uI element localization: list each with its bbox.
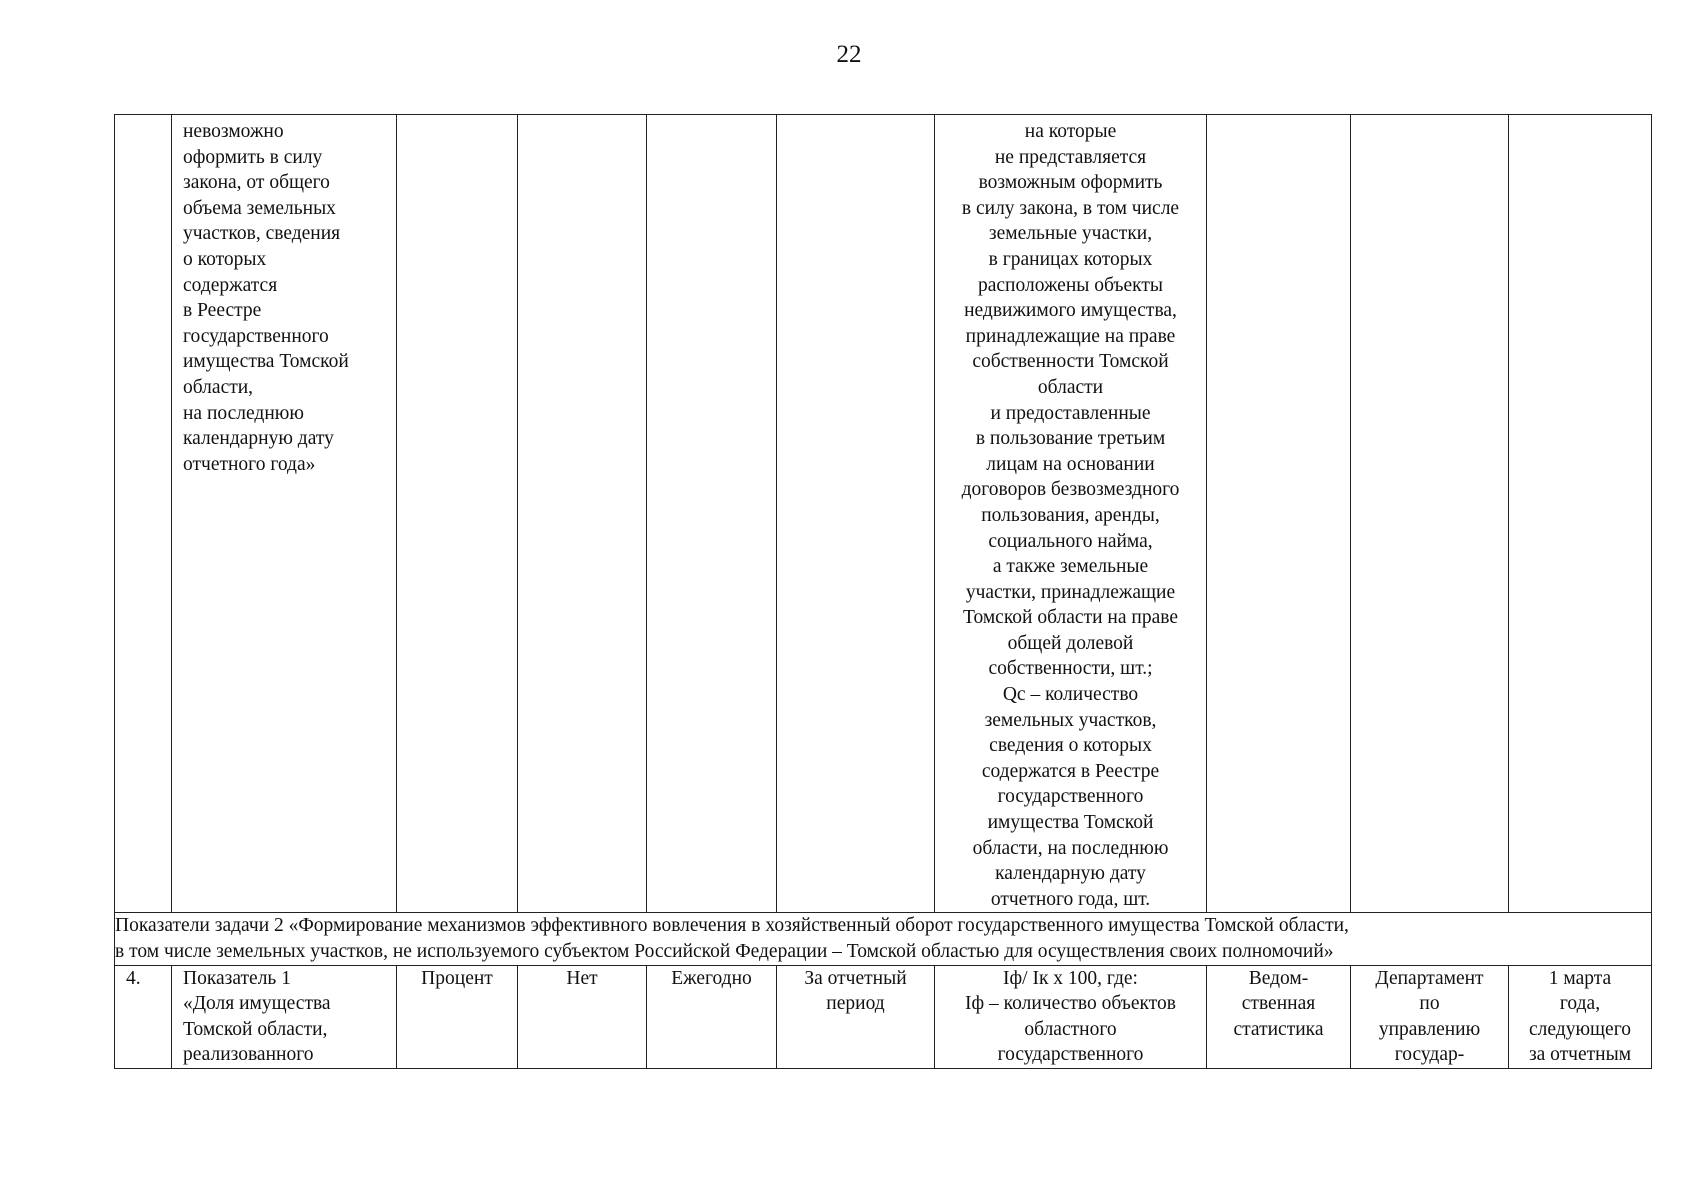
cell-periodicity [647, 115, 777, 913]
formula-text: на которые не представляется возможным оформить в силу закона, в том числе земельные участки, в границах которых расположены объекты недвижимого имущества, принадлежащие на праве собственности Томской области и предоставленные в пользование третьим лицам на основании договоров безвозмездного пользования, аренды, социального найма, а также земельные участки, принадлежащие Томской области на праве общей долевой собственности, шт.; Qс – количество земельных участков, сведения о которых содержатся в Реестре государственного имущества Томской области, на последнюю календарную дату отчетного года, шт. [961, 121, 1180, 910]
row-formula: Iф/ Iк х 100, где: Iф – количество объектов областного государственного [935, 965, 1207, 1068]
cell-number [115, 115, 172, 913]
row-indicator: Показатель 1 «Доля имущества Томской области, реализованного [172, 965, 397, 1068]
table-row [115, 965, 1652, 1068]
row-source: Ведом- ственная статистика [1207, 965, 1351, 1068]
row-responsible: Департамент по управлению государ- [1351, 965, 1509, 1068]
cell-indicator-name [172, 115, 397, 913]
cell-flag [518, 115, 647, 913]
cell-deadline [1509, 115, 1652, 913]
cell-source [1207, 115, 1351, 913]
cell-formula [935, 115, 1207, 913]
row-deadline: 1 марта года, следующего за отчетным [1509, 965, 1652, 1068]
cell-responsible [1351, 115, 1509, 913]
page-number: 22 [836, 41, 862, 68]
continuation-row [115, 115, 1652, 913]
row-periodicity: Ежегодно [647, 965, 777, 1068]
section-heading-row [115, 913, 1652, 965]
row-unit: Процент [397, 965, 518, 1068]
row-flag: Нет [518, 965, 647, 1068]
section-heading-text: Показатели задачи 2 «Формирование механизмов эффективного вовлечения в хозяйственный оборот государственного имущества Томской области, в том числе земельных участков, не используемого субъектом Российской Федерации – Томской областью для осуществления своих полномочий» [115, 915, 1349, 962]
row-period: За отчетный период [777, 965, 935, 1068]
cell-period [777, 115, 935, 913]
section-heading [115, 913, 1652, 965]
indicators-table [114, 114, 1652, 1069]
indicator-name-text: невозможно оформить в силу закона, от общего объема земельных участков, сведения о которых содержатся в Реестре государственного имущества Томской области, на последнюю календарную дату отчетного года» [183, 121, 349, 475]
row-number: 4. [115, 965, 172, 1068]
cell-unit [397, 115, 518, 913]
